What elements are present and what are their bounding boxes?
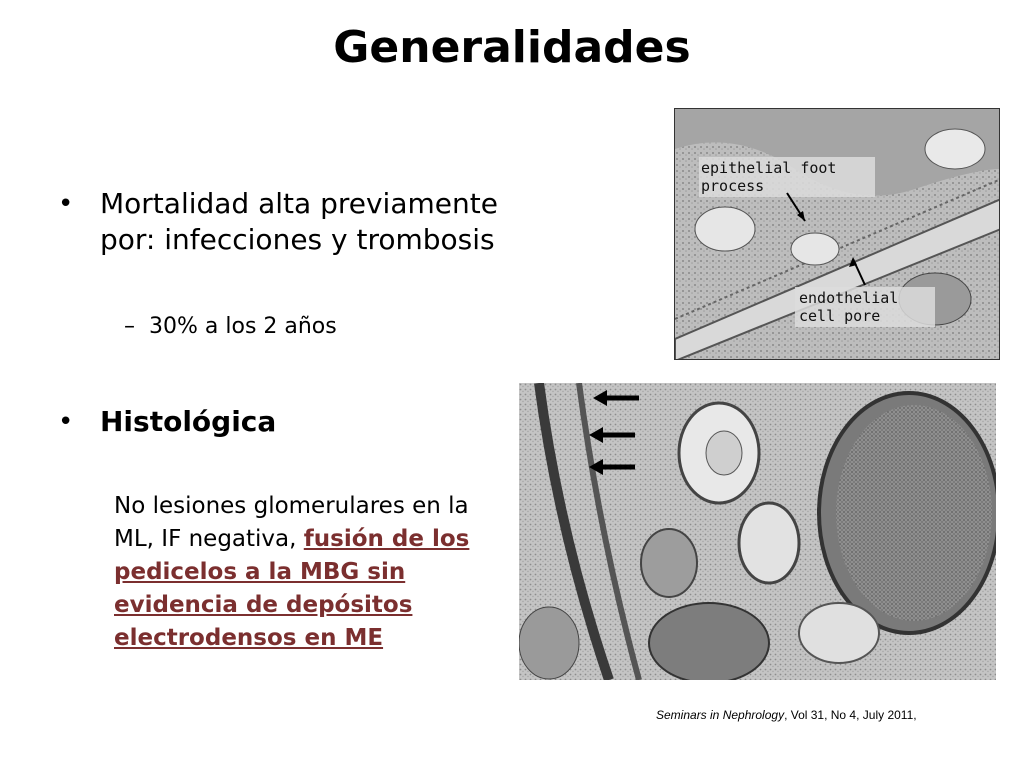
label-endothelial: endothelial [799,289,899,307]
micrograph-top [674,108,1000,360]
bullet-text: Histológica [100,405,277,438]
bullet-dot-icon: • [58,189,74,219]
sub-bullet [124,312,337,342]
label-cell-pore: cell pore [799,307,881,325]
paragraph-plain-text: No lesiones glomerulares en la ML, IF negativa, [114,493,469,552]
sub-bullet-text: 30% a los 2 años [149,314,337,339]
label-process: process [701,177,765,195]
label-epithelial: epithelial foot [701,159,837,177]
citation-journal: Seminars in Nephrology [656,708,785,722]
slide-title: Generalidades [333,22,691,73]
citation-details: , Vol 31, No 4, July 2011, [784,708,917,722]
bullet-dot-icon: • [58,407,74,437]
paragraph-highlight-text: fusión de los pedicelos a la MBG sin evidencia de depósitos electrodensos en ME [114,526,470,651]
citation [656,708,917,722]
histology-paragraph [114,490,484,655]
bullet-text: Mortalidad alta previamente por: infecciones y trombosis [100,187,498,256]
micrograph-bottom [519,383,996,680]
dash-icon: – [124,314,135,339]
